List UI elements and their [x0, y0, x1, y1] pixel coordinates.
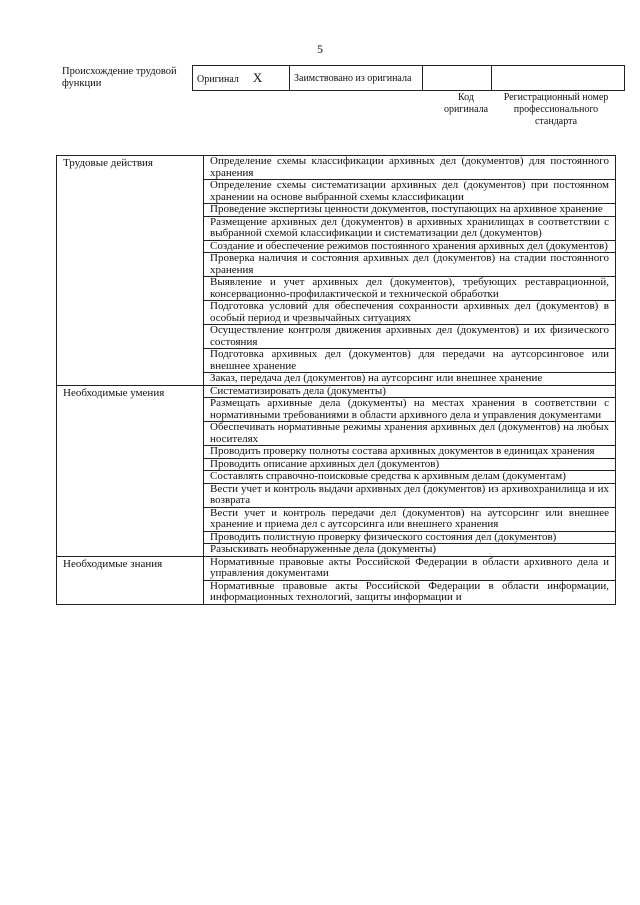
- origin-original-cell: [193, 66, 290, 91]
- section-item: Составлять справочно-поисковые средства к архивным делам (документам): [204, 471, 616, 484]
- origin-label: Происхождение трудовой функции: [62, 66, 177, 89]
- origin-reg-cell: [492, 66, 625, 91]
- section-item: Обеспечивать нормативные режимы хранения архивных дел (документов) на любых носителях: [204, 422, 616, 446]
- section-item: Размещать архивные дела (документы) на местах хранения в соответствии с нормативными требованиями в области архивного дела и управления документами: [204, 398, 616, 422]
- section-item: Нормативные правовые акты Российской Федерации в области архивного дела и управления документами: [204, 556, 616, 580]
- origin-mark: X: [252, 70, 263, 85]
- section-item: Проводить описание архивных дел (документов): [204, 458, 616, 471]
- registration-number-label: Регистрационный номер профессионального стандарта: [503, 92, 609, 127]
- section-item: Проводить проверку полноты состава архивных документов в единицах хранения: [204, 446, 616, 459]
- section-item: Вести учет и контроль передачи дел (документов) на аутсорсинг или внешнее хранение и приема дел с аутсорсинга или внешнего хранения: [204, 507, 616, 531]
- section-item: Осуществление контроля движения архивных дел (документов) и их физического состояния: [204, 325, 616, 349]
- section-label: Трудовые действия: [57, 156, 204, 386]
- function-table: [56, 155, 616, 605]
- table-row: [57, 556, 616, 580]
- origin-table: [192, 65, 625, 91]
- section-item: Заказ, передача дел (документов) на аутсорсинг или внешнее хранение: [204, 373, 616, 386]
- section-label: Необходимые умения: [57, 385, 204, 556]
- origin-borrowed-cell: Заимствовано из оригинала: [290, 66, 423, 91]
- page-number: 5: [317, 42, 323, 56]
- section-item: Нормативные правовые акты Российской Федерации в области информации, информационных технологий, защиты информации и: [204, 580, 616, 604]
- section-item: Разыскивать необнаруженные дела (документы): [204, 544, 616, 557]
- section-item: Создание и обеспечение режимов постоянного хранения архивных дел (документов): [204, 240, 616, 253]
- code-original-label: Код оригинала: [443, 92, 489, 115]
- section-item: Проводить полистную проверку физического состояния дел (документов): [204, 531, 616, 544]
- section-item: Определение схемы классификации архивных дел (документов) для постоянного хранения: [204, 156, 616, 180]
- table-row: [57, 385, 616, 398]
- section-item: Выявление и учет архивных дел (документов), требующих реставрационной, консервационно-профилактической и технической обработки: [204, 277, 616, 301]
- section-item: Подготовка архивных дел (документов) для передачи на аутсорсинговое или внешнее хранение: [204, 349, 616, 373]
- section-label: Необходимые знания: [57, 556, 204, 604]
- origin-original-label: Оригинал: [197, 74, 239, 85]
- section-item: Систематизировать дела (документы): [204, 385, 616, 398]
- section-item: Вести учет и контроль выдачи архивных дел (документов) из архивохранилища и их возврата: [204, 483, 616, 507]
- section-item: Проведение экспертизы ценности документов, поступающих на архивное хранение: [204, 204, 616, 217]
- section-item: Определение схемы систематизации архивных дел (документов) при постоянном хранении на основе выбранной схемы классификации: [204, 180, 616, 204]
- section-item: Подготовка условий для обеспечения сохранности архивных дел (документов) в особый период и чрезвычайных ситуациях: [204, 301, 616, 325]
- origin-code-cell: [423, 66, 492, 91]
- section-item: Размещение архивных дел (документов) в архивных хранилищах в соответствии с выбранной схемой классификации и систематизации дел (документов): [204, 216, 616, 240]
- table-row: [57, 156, 616, 180]
- section-item: Проверка наличия и состояния архивных дел (документов) на стадии постоянного хранения: [204, 253, 616, 277]
